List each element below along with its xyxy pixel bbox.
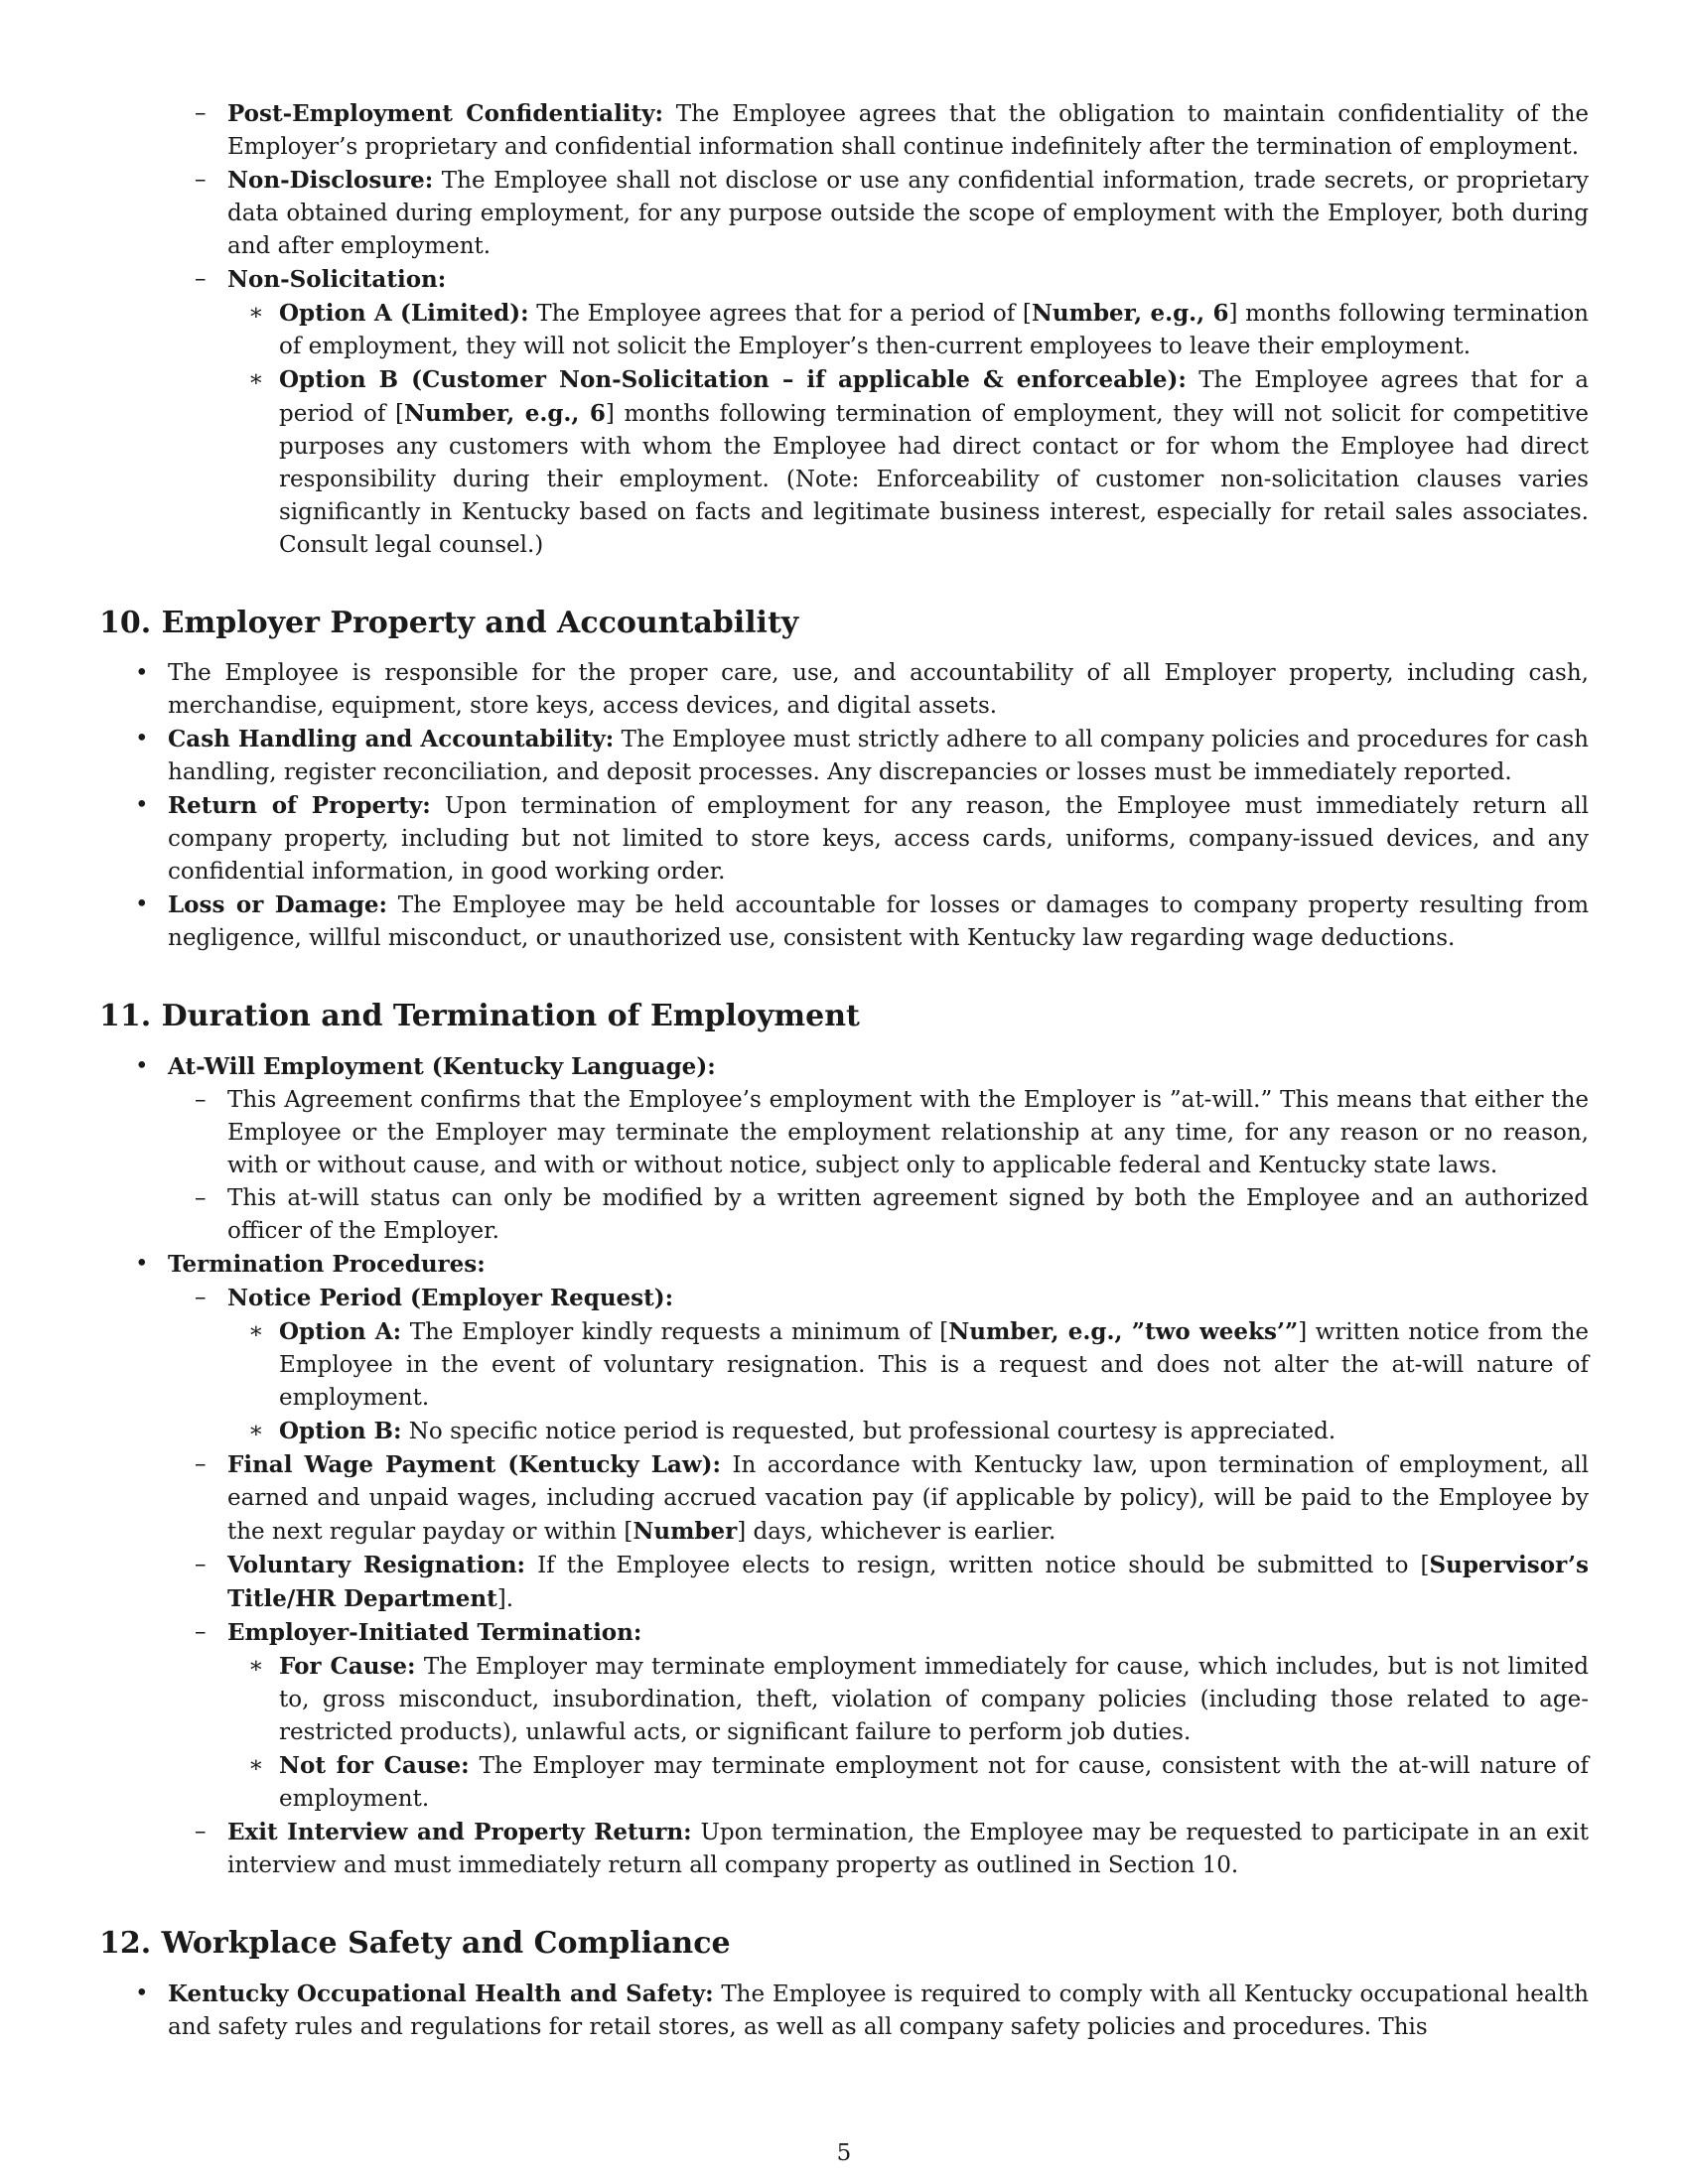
page-number: 5 — [836, 2140, 852, 2166]
dash-bullet: – — [195, 1087, 207, 1113]
dash-bullet: – — [195, 1285, 207, 1310]
list-item: – Post-Employment Confidentiality: The Employee agrees that the obligation to maintain confidentiality of the Employer’s proprietary and confidential information shall continue indefinitely after the termination of employment. — [99, 97, 1589, 164]
list-item: ∗ Option B: No specific notice period is requested, but professional courtesy is appreciated. — [99, 1415, 1589, 1448]
star-bullet: ∗ — [248, 300, 264, 326]
termination-procedures-list — [99, 1248, 1589, 1282]
list-item: – Final Wage Payment (Kentucky Law): In accordance with Kentucky law, upon termination of employment, all earned and unpaid wages, including accrued vacation pay (if applicable by policy), will be paid to the Employee by the next regular payday or within [Number] days, whichever is earlier. — [99, 1448, 1589, 1549]
list-item: – Non-Solicitation: — [99, 263, 1589, 297]
exit-list — [99, 1816, 1589, 1882]
section-12-list — [99, 1978, 1589, 2044]
dash-bullet: – — [195, 266, 207, 292]
content-column — [99, 97, 1589, 2044]
notice-options — [99, 1315, 1589, 1448]
dash-bullet: – — [195, 100, 207, 126]
list-item: ∗ Option A (Limited): The Employee agrees that for a period of [Number, e.g., 6] months following termination of employment, they will not solicit the Employer’s then-current employees to leave their employment. — [99, 297, 1589, 363]
termination-details-list — [99, 1448, 1589, 1650]
dash-bullet: – — [195, 1619, 207, 1645]
section-heading-10: 10. Employer Property and Accountability — [99, 606, 799, 640]
notice-period-list — [99, 1282, 1589, 1315]
dot-bullet: • — [135, 792, 149, 818]
list-item: • Return of Property: Upon termination of employment for any reason, the Employee must immediately return all company property, including but not limited to store keys, access cards, uniforms, company-issued devices, and any confidential information, in good working order. — [99, 789, 1589, 888]
dash-bullet: – — [195, 1185, 207, 1211]
star-bullet: ∗ — [248, 1418, 264, 1443]
list-item: • Kentucky Occupational Health and Safety: The Employee is required to comply with all Kentucky occupational health and safety rules and regulations for retail stores, as well as all company safety policies and procedures. This — [99, 1978, 1589, 2044]
list-item: • Loss or Damage: The Employee may be held accountable for losses or damages to company property resulting from negligence, willful misconduct, or unauthorized use, consistent with Kentucky law regarding wage deductions. — [99, 888, 1589, 955]
dot-bullet: • — [135, 1053, 149, 1079]
dot-bullet: • — [135, 1251, 149, 1277]
list-item: – Non-Disclosure: The Employee shall not disclose or use any confidential information, trade secrets, or proprietary data obtained during employment, for any purpose outside the scope of employment with the Employer, both during and after employment. — [99, 164, 1589, 263]
star-bullet: ∗ — [248, 1653, 264, 1679]
list-item: – Notice Period (Employer Request): — [99, 1282, 1589, 1315]
star-bullet: ∗ — [248, 1752, 264, 1778]
section-10-list — [99, 657, 1589, 955]
section-heading-11: 11. Duration and Termination of Employment — [99, 999, 860, 1033]
at-will-list — [99, 1084, 1589, 1248]
dash-bullet: – — [195, 167, 207, 193]
dot-bullet: • — [135, 726, 149, 751]
list-item: – Voluntary Resignation: If the Employee elects to resign, written notice should be submitted to [Supervisor’s Title/HR Department]. — [99, 1549, 1589, 1616]
list-item: – Exit Interview and Property Return: Upon termination, the Employee may be requested to participate in an exit interview and must immediately return all company property as outlined in Section 10. — [99, 1816, 1589, 1882]
dot-bullet: • — [135, 660, 149, 686]
dash-bullet: – — [195, 1552, 207, 1577]
dot-bullet: • — [135, 891, 149, 917]
list-item: ∗ Option B (Customer Non-Solicitation – if applicable & enforceable): The Employee agrees that for a period of [Number, e.g., 6] months following termination of employment, they will not solicit for competitive purposes any customers with whom the Employee had direct contact or for whom the Employee had direct responsibility during their employment. (Note: Enforceability of customer non-solicitation clauses varies significantly in Kentucky based on facts and legitimate business interest, especially for retail sales associates. Consult legal counsel.) — [99, 363, 1589, 562]
list-item: ∗ Not for Cause: The Employer may terminate employment not for cause, consistent with the at-will nature of employment. — [99, 1749, 1589, 1816]
dash-bullet: – — [195, 1451, 207, 1477]
section-heading-12: 12. Workplace Safety and Compliance — [99, 1926, 731, 1961]
list-item: ∗ Option A: The Employer kindly requests a minimum of [Number, e.g., ”two weeks’”] written notice from the Employee in the event of voluntary resignation. This is a request and does not alter the at-will nature of employment. — [99, 1315, 1589, 1415]
list-item: – This at-will status can only be modified by a written agreement signed by both the Employee and an authorized officer of the Employer. — [99, 1182, 1589, 1248]
non-solicitation-options — [99, 297, 1589, 562]
employer-initiated-options — [99, 1650, 1589, 1816]
list-item: – Employer-Initiated Termination: — [99, 1616, 1589, 1650]
star-bullet: ∗ — [248, 366, 264, 392]
confidentiality-list — [99, 97, 1589, 297]
list-item: • Termination Procedures: — [99, 1248, 1589, 1282]
star-bullet: ∗ — [248, 1318, 264, 1344]
dot-bullet: • — [135, 1980, 149, 2006]
dash-bullet: – — [195, 1819, 207, 1844]
section-11-list — [99, 1050, 1589, 1084]
list-item: – This Agreement confirms that the Employee’s employment with the Employer is ”at-will.” This means that either the Employee or the Employer may terminate the employment relationship at any time, for any reason or no reason, with or without cause, and with or without notice, subject only to applicable federal and Kentucky state laws. — [99, 1084, 1589, 1182]
list-item: • The Employee is responsible for the proper care, use, and accountability of all Employer property, including cash, merchandise, equipment, store keys, access devices, and digital assets. — [99, 657, 1589, 723]
list-item: • Cash Handling and Accountability: The Employee must strictly adhere to all company policies and procedures for cash handling, register reconciliation, and deposit processes. Any discrepancies or losses must be immediately reported. — [99, 723, 1589, 789]
list-item: ∗ For Cause: The Employer may terminate employment immediately for cause, which includes, but is not limited to, gross misconduct, insubordination, theft, violation of company policies (including those related to age-restricted products), unlawful acts, or significant failure to perform job duties. — [99, 1650, 1589, 1749]
list-item: • At-Will Employment (Kentucky Language): — [99, 1050, 1589, 1084]
